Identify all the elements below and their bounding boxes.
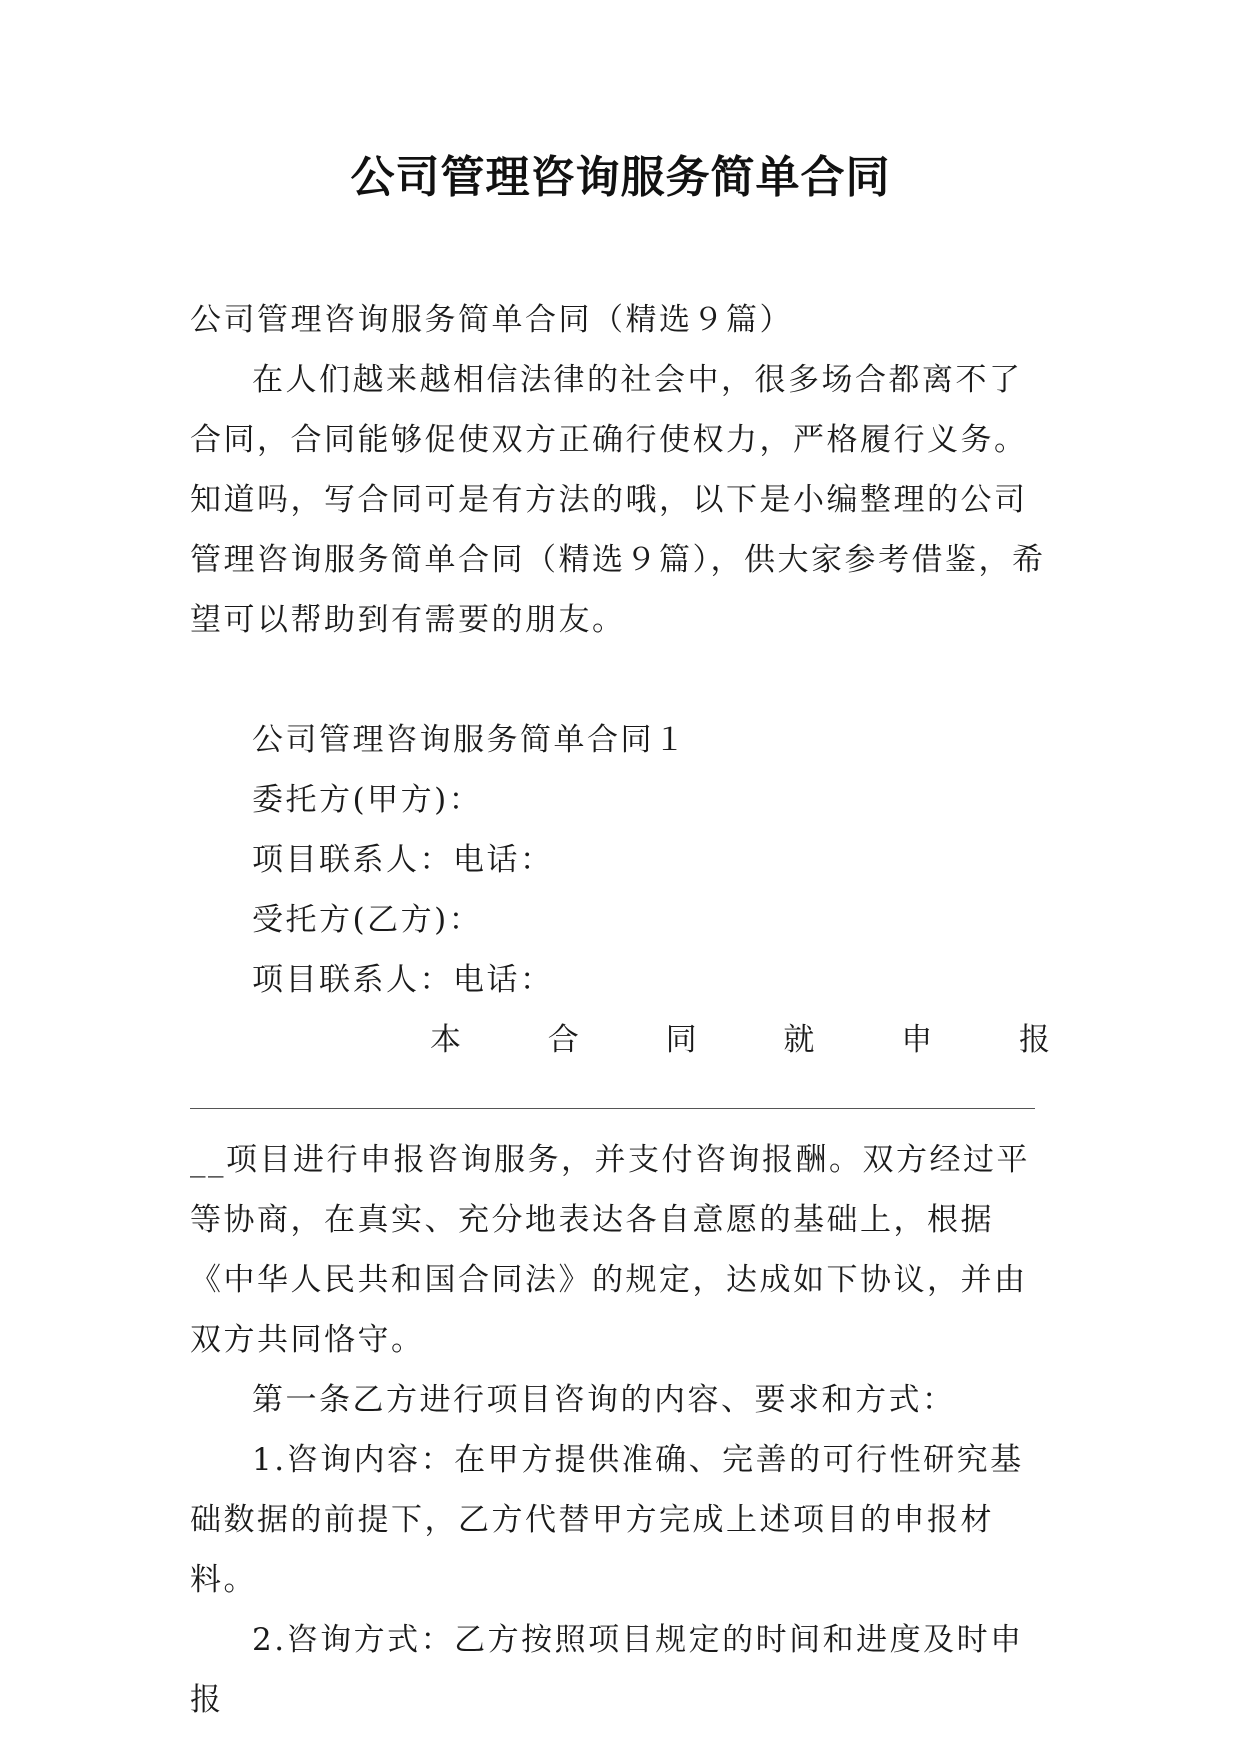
paragraph-gap — [190, 650, 1050, 710]
spread-word: 申 — [901, 1022, 933, 1058]
article-1-heading: 第一条乙方进行项目咨询的内容、要求和方式： — [252, 1382, 956, 1418]
spread-word: 就 — [783, 1022, 815, 1058]
article-1-item-1: 1.咨询内容：在甲方提供准确、完善的可行性研究基础数据的前提下，乙方代替甲方完成上述项目的申报材料。 — [190, 1442, 1024, 1598]
spread-word: 报 — [1018, 1022, 1050, 1058]
blank-underline — [190, 1108, 1035, 1109]
agreement-paragraph: __项目进行申报咨询服务，并支付咨询报酬。双方经过平等协商，在真实、充分地表达各自意愿的基础上，根据《中华人民共和国合同法》的规定，达成如下协议，并由双方共同恪守。 — [190, 1142, 1030, 1358]
article-1-item-2: 2.咨询方式：乙方按照项目规定的时间和进度及时申报 — [190, 1622, 1024, 1718]
intro-paragraph: 在人们越来越相信法律的社会中，很多场合都离不了合同，合同能够促使双方正确行使权力，严格履行义务。知道吗，写合同可是有方法的哦，以下是小编整理的公司管理咨询服务简单合同（精选９篇），供大家参考借鉴，希望可以帮助到有需要的朋友。 — [190, 362, 1046, 638]
spread-word: 同 — [665, 1022, 697, 1058]
party-a-contact-line: 项目联系人：电话： — [252, 842, 554, 878]
document-title: 公司管理咨询服务简单合同 — [350, 152, 891, 203]
spread-word: 合 — [547, 1022, 579, 1058]
contract-heading: 公司管理咨询服务简单合同１ — [252, 722, 688, 758]
spread-word: 本 — [430, 1022, 461, 1058]
spread-text-line — [190, 1010, 1050, 1070]
party-b-contact-line: 项目联系人：电话： — [252, 962, 554, 998]
document-subtitle: 公司管理咨询服务简单合同（精选９篇） — [190, 302, 793, 338]
party-a-line: 委托方(甲方)： — [252, 782, 483, 818]
fill-in-blank-line — [190, 1070, 1050, 1130]
party-b-line: 受托方(乙方)： — [252, 902, 483, 938]
document-body — [190, 290, 1050, 1730]
